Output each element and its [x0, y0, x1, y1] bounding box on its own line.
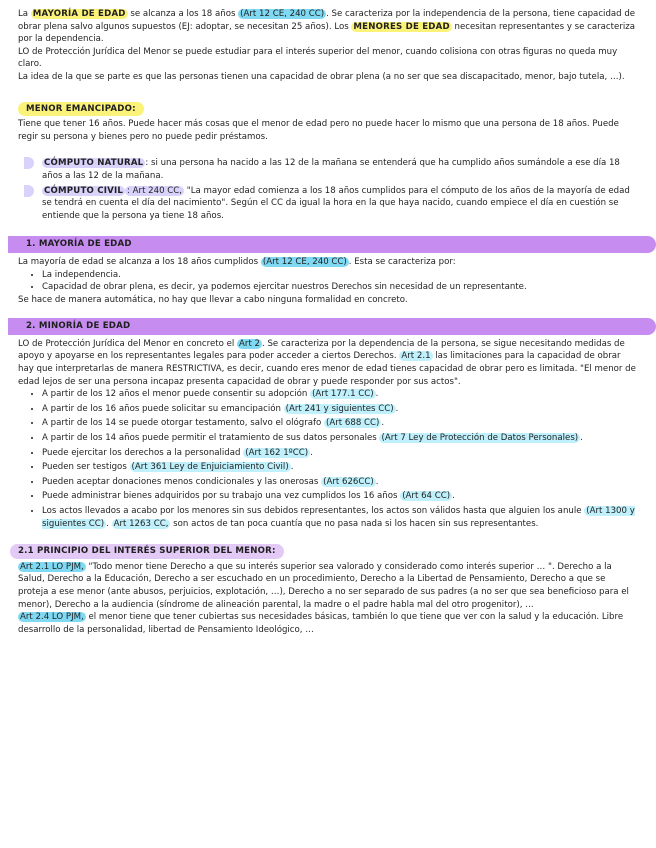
intro-paragraph-2: LO de Protección Jurídica del Menor se puede estudiar para el interés superior del menor, cuando colisiona con otras figuras no queda muy claro.	[18, 46, 618, 70]
article-reference: (Art 688 CC)	[326, 418, 380, 429]
list-item-text: .	[310, 447, 313, 458]
section-2-heading: 2. MINORÍA DE EDAD	[8, 318, 656, 335]
list-item	[42, 388, 638, 401]
list-item	[42, 476, 638, 489]
section-2-paragraph	[18, 338, 638, 388]
section-text: . Se caracteriza por la dependencia de la persona, se sigue necesitando medidas de apoyo y apoyarse en los representantes legales para poder acceder a ciertos Derechos.	[18, 338, 625, 362]
section-1	[18, 236, 638, 306]
section-text: el menor tiene que tener cubiertas sus necesidades básicas, también lo que tiene que ver con la salud y la educación. Libre desarrollo de la personalidad, libertad de Pensamiento Ideológico, …	[18, 612, 624, 635]
section-1-heading: 1. MAYORÍA DE EDAD	[8, 236, 656, 253]
article-reference: (Art 7 Ley de Protección de Datos Personales)	[381, 433, 579, 444]
list-item	[42, 432, 638, 445]
list-item-text: A partir de los 14 años puede permitir el tratamiento de sus datos personales	[42, 433, 380, 444]
intro-block	[18, 8, 638, 84]
article-reference: Art 2.1	[401, 351, 431, 362]
list-item-text: A partir de los 12 años el menor puede consentir su adopción	[42, 389, 311, 400]
list-item-text: .	[381, 418, 385, 429]
article-reference: (Art 12 CE, 240 CC)	[262, 256, 347, 267]
article-reference: (Art 361 Ley de Enjuiciamiento Civil)	[131, 462, 289, 473]
computo-civil-label: CÓMPUTO CIVIL	[44, 185, 124, 196]
list-item	[42, 461, 638, 474]
computo-list	[18, 157, 638, 222]
article-reference: : Art 240 CC,	[127, 185, 183, 196]
list-item-text: Puede ejercitar los derechos a la personalidad	[42, 447, 244, 458]
list-item-text: .	[375, 389, 379, 400]
list-item-text: A partir de los 14 se puede otorgar testamento, salvo el ológrafo	[42, 418, 325, 429]
intro-paragraph-1	[18, 8, 638, 46]
article-reference: (Art 241 y siguientes CC)	[285, 403, 394, 414]
article-reference: (Art 1300 y siguientes CC)	[42, 506, 635, 529]
list-item	[42, 505, 638, 530]
emancipado-text: Tiene que tener 16 años. Puede hacer más cosas que el menor de edad pero no puede hacer lo mismo que una persona de 18 años. Puede regir su persona y bienes pero no puede pedir préstamos.	[18, 119, 619, 142]
list-item	[42, 490, 638, 503]
section-2-1-paragraph-2	[18, 611, 638, 636]
emancipado-heading: MENOR EMANCIPADO:	[18, 102, 144, 117]
article-reference: (Art 626CC)	[323, 476, 374, 487]
list-item-text: .	[290, 462, 294, 473]
list-item-text: Puede administrar bienes adquiridos por su trabajo una vez cumplidos los 16 años	[42, 491, 401, 502]
list-item	[42, 417, 638, 430]
section-2-1-paragraph-1	[18, 561, 638, 611]
list-item	[42, 403, 638, 416]
article-reference: Art 2	[239, 338, 261, 349]
intro-text: . Se caracteriza por la independencia de la persona, tiene capacidad de obrar plena salvo algunos supuestos (EJ: adoptar, se necesitan 25 años). Los	[18, 9, 636, 32]
section-2-1-heading: 2.1 PRINCIPIO DEL INTERÉS SUPERIOR DEL MENOR:	[10, 544, 284, 559]
article-reference: (Art 64 CC)	[402, 491, 451, 502]
list-item-text: .	[452, 491, 455, 502]
section-1-note: Se hace de manera automática, no hay que llevar a cabo ninguna formalidad en concreto.	[18, 294, 408, 305]
article-reference: Art 2.4 LO PJM,	[20, 612, 84, 623]
list-item	[42, 447, 638, 460]
list-item-text: .	[395, 403, 399, 414]
section-1-intro	[18, 256, 638, 269]
computo-natural-label: CÓMPUTO NATURAL	[44, 158, 144, 169]
section-2	[18, 318, 638, 530]
emancipado-block	[18, 98, 638, 144]
section-text: LO de Protección Jurídica del Menor en concreto el	[18, 338, 238, 349]
section-text: La mayoría de edad se alcanza a los 18 años cumplidos	[18, 256, 261, 267]
section-2-1	[18, 540, 638, 636]
section-text: "Todo menor tiene Derecho a que su interés superior sea valorado y considerado como interés superior … ". Derecho a la Salud, Derecho a la Educación, Derecho a ser escuchado en un procedimiento, Derecho a la Libertad de Pensamiento, Derecho a que se proteja a ese menor (ante abusos, perjuicios, explotación, …), Derecho a no ser separado de sus padres (a no ser que sea beneficioso para el menor), Derecho a la audiencia (síndrome de alineación parental, la madre o el padre habla mal del otro progenitor), …	[18, 561, 629, 610]
list-item-text: Pueden ser testigos	[42, 462, 130, 473]
section-1-list	[18, 269, 638, 294]
section-2-list	[18, 388, 638, 530]
article-reference: Art 1263 CC,	[113, 518, 169, 529]
list-item-text: .	[580, 433, 583, 444]
computo-natural-text: : si una persona ha nacido a las 12 de la mañana se entenderá que ha cumplido años sumándole a ese día 18 años a las 12 de la mañana.	[42, 158, 620, 181]
list-item: • Capacidad de obrar plena, es decir, ya podemos ejercitar nuestros Derechos sin necesidad de un representante.	[42, 281, 638, 294]
intro-text: La	[18, 9, 31, 19]
intro-paragraph-3: La idea de la que se parte es que las personas tienen una capacidad de obrar plena (a no ser que sea discapacitado, menor, bajo tutela, …).	[18, 71, 625, 82]
article-reference: (Art 162 1ºCC)	[245, 447, 309, 458]
article-reference: Art 2.1 LO PJM,	[20, 561, 84, 572]
article-reference: (Art 177.1 CC)	[312, 389, 374, 400]
computo-civil-item	[42, 185, 638, 223]
menores-highlight: MENORES DE EDAD	[353, 21, 450, 32]
computo-civil-text: "La mayor edad comienza a los 18 años cumplidos para el cómputo de los años de la mayoría de edad se tendrá en cuenta el día del nacimiento". Según el CC da igual la hora en la que haya nacido, cuando empiece el día en cuestión se entiende que la persona ya tiene 18 años.	[42, 185, 630, 221]
list-item-text: .	[375, 476, 379, 487]
mayoria-highlight: MAYORÍA DE EDAD	[32, 9, 126, 19]
list-item-text: Pueden aceptar donaciones menos condicionales y las onerosas	[42, 476, 322, 487]
list-item-text: A partir de los 16 años puede solicitar su emancipación	[42, 403, 284, 414]
list-item-text: .	[106, 518, 112, 529]
list-item-text: son actos de tan poca cuantía que no pasa nada si los hacen sin sus representantes.	[170, 518, 539, 529]
list-item: • La independencia.	[42, 269, 638, 282]
section-text: las limitaciones para la capacidad de obrar hay que interpretarlas de manera RESTRICTIVA, es decir, cuando eres menor de edad tienes capacidad de obrar pero es limitada. "El menor de edad lejos de ser una persona incapaz presenta capacidad de obrar y puede responder por sus actos".	[18, 351, 636, 387]
article-reference: (Art 12 CE, 240 CC)	[240, 9, 325, 19]
list-item-text: Los actos llevados a acabo por los menores sin sus debidos representantes, los actos son válidos hasta que alguien los anule	[42, 506, 585, 516]
section-text: . Esta se caracteriza por:	[348, 256, 456, 267]
intro-text: se alcanza a los 18 años	[127, 9, 239, 19]
computo-natural-item	[42, 157, 638, 182]
intro-text: necesitan representantes y se caracteriza por la dependencia.	[18, 21, 636, 45]
